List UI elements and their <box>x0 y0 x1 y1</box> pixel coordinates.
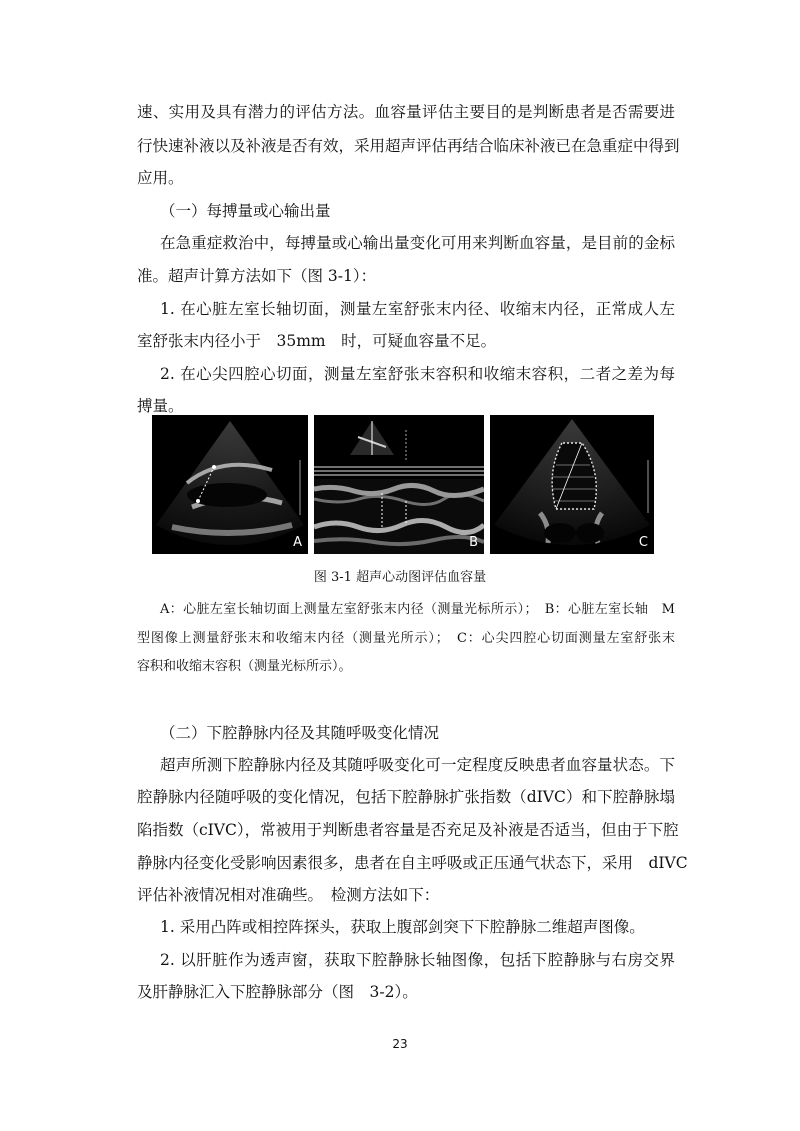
page-number: 23 <box>392 1037 408 1051</box>
section-1-item2-line-1: 2. 在心尖四腔心切面，测量左室舒张末容积和收缩末容积，二者之差为每 <box>160 365 675 383</box>
figure-label-c: C <box>638 535 648 550</box>
ultrasound-plax-image <box>152 415 308 554</box>
section-1-heading: （一）每搏量或心输出量 <box>160 202 331 220</box>
figure-title: 图 3-1 超声心动图评估血容量 <box>313 570 487 585</box>
figure-caption-line-3: 容积和收缩末容积（测量光标所示）。 <box>137 659 352 674</box>
section-2-para-line-2: 腔静脉内径随呼吸的变化情况，包括下腔静脉扩张指数（dIVC）和下腔静脉塌 <box>137 788 675 806</box>
figure-caption-line-2: 型图像上测量舒张末和收缩末内径（测量光所示）； C：心尖四腔心切面测量左室舒张末 <box>137 631 675 646</box>
section-1-para-line-2: 准。超声计算方法如下（图 3-1）： <box>137 267 377 285</box>
figure-panel-c <box>490 415 654 554</box>
intro-line-1: 速、实用及具有潜力的评估方法。血容量评估主要目的是判断患者是否需要进 <box>137 103 675 121</box>
section-2-para-line-3: 陷指数（cIVC），常被用于判断患者容量是否充足及补液是否适当，但由于下腔 <box>137 821 679 839</box>
section-1-item2-line-2: 搏量。 <box>137 397 184 415</box>
intro-line-3: 应用。 <box>137 169 184 187</box>
section-2-para-line-4: 静脉内径变化受影响因素很多，患者在自主呼吸或正压通气状态下，采用 dIVC <box>137 854 688 872</box>
ultrasound-a4c-image <box>490 415 654 554</box>
figure-label-b: B <box>469 535 478 550</box>
figure-panel-b <box>314 415 484 554</box>
section-1-para-line-1: 在急重症救治中，每搏量或心输出量变化可用来判断血容量，是目前的金标 <box>160 234 675 252</box>
section-2-item2-line-1: 2. 以肝脏作为透声窗，获取下腔静脉长轴图像，包括下腔静脉与右房交界 <box>160 951 675 969</box>
section-2-para-line-1: 超声所测下腔静脉内径及其随呼吸变化可一定程度反映患者血容量状态。下 <box>160 756 675 774</box>
section-1-item1-line-1: 1. 在心脏左室长轴切面，测量左室舒张末内径、收缩末内径，正常成人左 <box>160 300 675 318</box>
intro-line-2: 行快速补液以及补液是否有效，采用超声评估再结合临床补液已在急重症中得到 <box>137 137 680 155</box>
figure-panel-a <box>152 415 308 554</box>
section-2-item1: 1. 采用凸阵或相控阵探头，获取上腹部剑突下下腔静脉二维超声图像。 <box>160 918 645 936</box>
figure-label-a: A <box>293 535 302 550</box>
section-2-para-line-5: 评估补液情况相对准确些。 检测方法如下： <box>137 886 440 904</box>
section-1-item1-line-2: 室舒张末内径小于 35mm 时，可疑血容量不足。 <box>137 332 497 350</box>
section-2-heading: （二）下腔静脉内径及其随呼吸变化情况 <box>160 724 440 742</box>
figure-caption-line-1: A：心脏左室长轴切面上测量左室舒张末内径（测量光标所示）； B：心脏左室长轴 M <box>160 602 675 617</box>
ultrasound-m-mode-image <box>314 415 484 554</box>
section-2-item2-line-2: 及肝静脉汇入下腔静脉部分（图 3-2）。 <box>137 983 418 1001</box>
